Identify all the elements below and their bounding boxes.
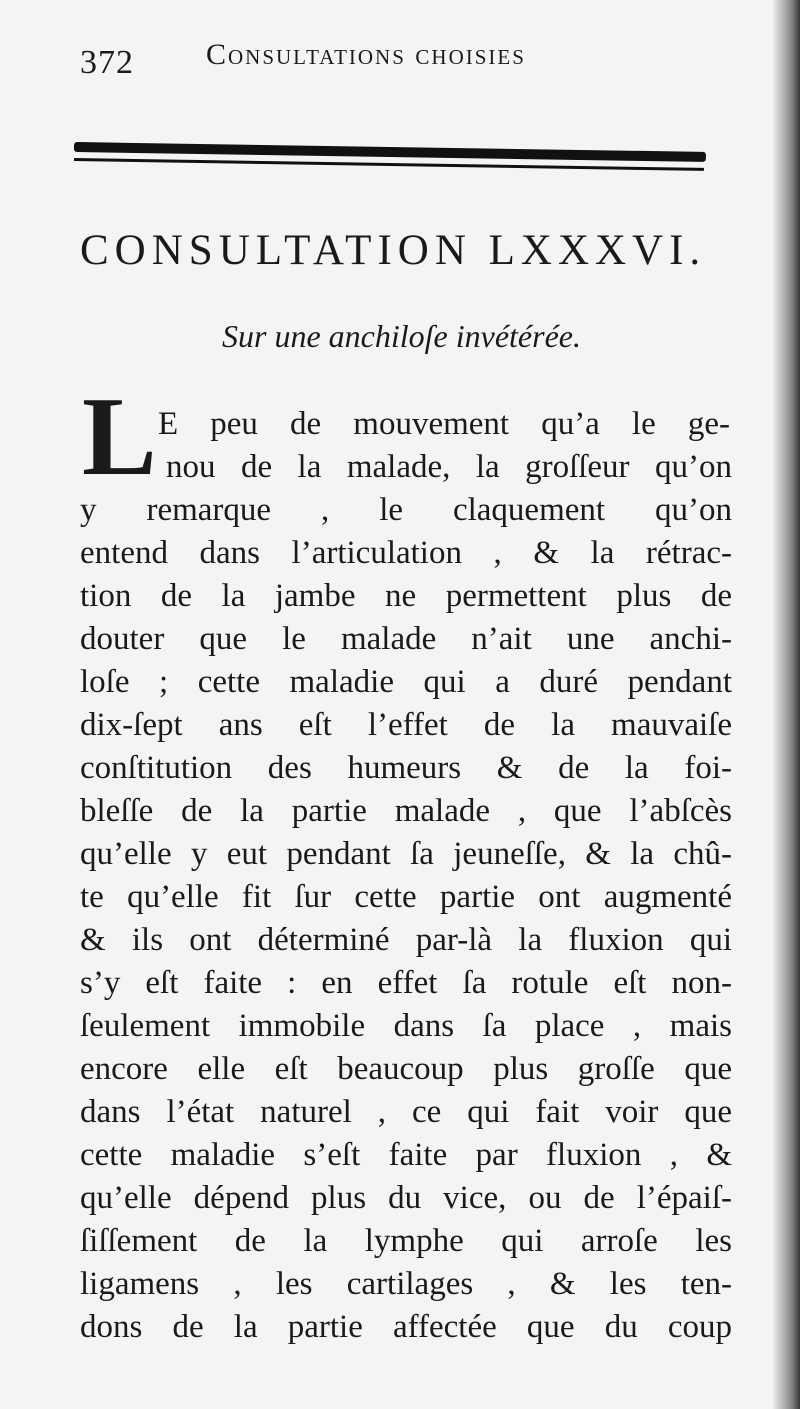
- text-line: ligamens , les cartilages , & les ten-: [80, 1266, 732, 1302]
- text-line: qu’elle dépend plus du vice, ou de l’épaiſ-: [80, 1180, 732, 1216]
- text-line: E peu de mouvement qu’a le ge-: [158, 406, 730, 442]
- text-line: tion de la jambe ne permettent plus de: [80, 578, 732, 614]
- page-number: 372: [80, 44, 134, 81]
- text-line: loſe ; cette maladie qui a duré pendant: [80, 664, 732, 700]
- text-line: douter que le malade n’ait une anchi-: [80, 621, 732, 657]
- text-line: conſtitution des humeurs & de la foi-: [80, 750, 732, 786]
- consultation-title: CONSULTATION LXXXVI.: [80, 227, 707, 274]
- text-line: y remarque , le claquement qu’on: [80, 492, 732, 528]
- text-line: qu’elle y eut pendant ſa jeuneſſe, & la chû-: [80, 836, 732, 872]
- text-line: bleſſe de la partie malade , que l’abſcès: [80, 793, 732, 829]
- text-line: nou de la malade, la groſſeur qu’on: [166, 449, 732, 485]
- text-line: cette maladie s’eſt faite par fluxion , &: [80, 1137, 732, 1173]
- text-line: s’y eſt faite : en effet ſa rotule eſt non-: [80, 965, 732, 1001]
- drop-cap: L: [82, 375, 157, 499]
- text-line: te qu’elle fit ſur cette partie ont augmenté: [80, 879, 732, 915]
- text-line: encore elle eſt beaucoup plus groſſe que: [80, 1051, 732, 1087]
- consultation-subtitle: Sur une anchiloſe invétérée.: [222, 318, 581, 354]
- text-line: dans l’état naturel , ce qui fait voir que: [80, 1094, 732, 1130]
- text-line: & ils ont déterminé par-là la fluxion qui: [80, 922, 732, 958]
- text-line: ſeulement immobile dans ſa place , mais: [80, 1008, 732, 1044]
- text-line: dons de la partie affectée que du coup: [80, 1309, 732, 1345]
- running-title: Consultations choisies: [206, 38, 526, 71]
- text-line: dix-ſept ans eſt l’effet de la mauvaiſe: [80, 707, 732, 743]
- text-line: ſiſſement de la lymphe qui arroſe les: [80, 1223, 732, 1259]
- text-line: entend dans l’articulation , & la rétrac-: [80, 535, 732, 571]
